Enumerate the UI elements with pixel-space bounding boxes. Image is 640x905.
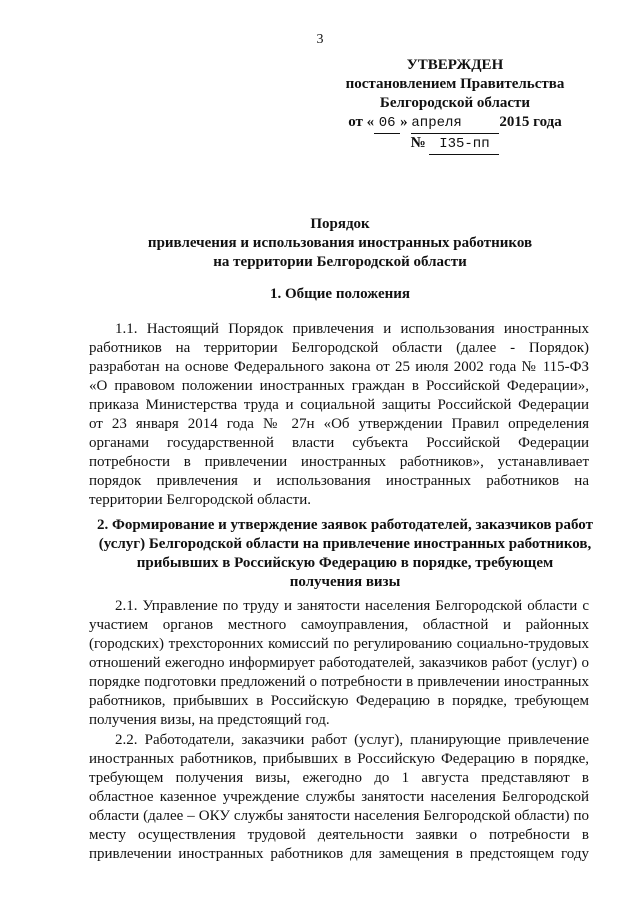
text-line: органами государственной власти субъекта Российской Федерации [89,435,589,451]
date-month: апреля [411,114,499,134]
approval-resolution: постановлением Правительства [345,76,565,92]
heading-line: (услуг) Белгородской области на привлечение иностранных работников, [98,536,592,552]
text-line: участием органов местного самоуправления, областной и районных [89,617,589,633]
text-line: месту осуществления трудовой деятельности заявки о потребности в [89,827,589,843]
approval-title: УТВЕРЖДЕН [406,57,504,73]
approval-number [325,134,585,155]
text-line: привлечении иностранных работников для замещения в предстоящем году [89,846,589,862]
heading-line: получения визы [289,574,401,590]
text-line: работников, прибывших в Российскую Федерацию в порядке, требующем [89,693,589,709]
text-line: потребности в привлечении иностранных работников», устанавливает [89,454,589,470]
text-line: 1.1. Настоящий Порядок привлечения и использования иностранных [115,321,589,337]
text-line: работников на территории Белгородской области (далее - Порядок) [89,340,589,356]
approval-stamp [325,56,585,155]
number-value: I35-пп [429,135,499,155]
title-line-2: привлечения и использования иностранных работников [147,235,533,251]
text-line: порядок привлечения и использования иностранных работников на [89,473,589,489]
text-line: областное казенное учреждение службы занятости населения Белгородской [89,789,589,805]
heading-line: прибывших в Российскую Федерацию в порядке, требующем [136,555,554,571]
text-line: приказа Министерства труда и социальной защиты Российской Федерации [89,397,589,413]
section-2-paragraph-2 [89,731,589,864]
text-line: отношений ежегодно информирует работодателей, заказчиков работ (услуг) о [89,655,589,671]
text-line: иностранных работников, прибывших в Российскую Федерацию в порядке, [89,751,589,767]
heading-line: 2. Формирование и утверждение заявок работодателей, заказчиков работ [97,517,593,533]
text-line: (городских) трехсторонних комиссий по регулированию социально-трудовых [89,636,589,652]
section-1-heading: 1. Общие положения [269,286,411,302]
number-prefix: № [410,135,426,151]
date-prefix: от « [348,114,375,130]
text-line: требующем получения визы, ежегодно до 1 августа представляют в [89,770,589,786]
approval-region: Белгородской области [379,95,531,111]
text-line: области (далее – ОКУ службы занятости населения Белгородской области) по [89,808,589,824]
text-line: «О правовом положении иностранных граждан в Российской Федерации», [89,378,589,394]
date-day: 06 [374,114,400,134]
text-line: 2.2. Работодатели, заказчики работ (услуг), планирующие привлечение [115,732,589,748]
title-line-3: на территории Белгородской области [213,254,467,270]
date-year: 2015 года [499,114,562,130]
text-line: территории Белгородской области. [89,492,311,508]
section-2-heading [80,516,610,592]
section-2-paragraph-1 [89,597,589,730]
text-line: 2.1. Управление по труду и занятости населения Белгородской области с [115,598,589,614]
document-title [80,215,600,272]
date-mid: » [400,114,408,130]
section-1-paragraph-1 [89,320,589,510]
text-line: получения визы, на предстоящий год. [89,712,330,728]
text-line: порядке подготовки предложений о потребности в привлечении иностранных [89,674,589,690]
text-line: разработан на основе Федерального закона от 25 июля 2002 года № 115-ФЗ [89,359,589,375]
text-line: от 23 января 2014 года № 27н «Об утверждении Правил определения [89,416,589,432]
page-number: 3 [316,32,324,47]
approval-date [325,113,585,134]
title-line-1: Порядок [310,216,370,232]
